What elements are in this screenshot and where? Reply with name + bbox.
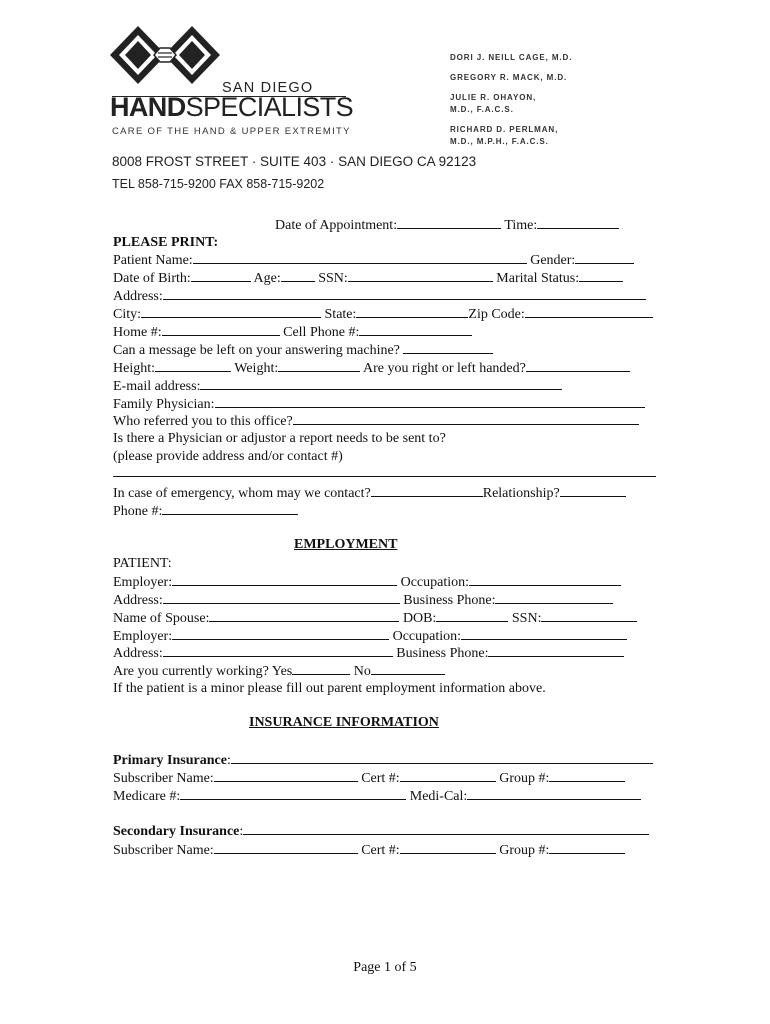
height-row: Height: Weight: Are you right or left handed? (113, 359, 630, 377)
primary-cert-field[interactable] (400, 769, 496, 782)
patient-employer-address-field[interactable] (163, 591, 400, 604)
email-field[interactable] (200, 377, 562, 390)
state-field[interactable] (356, 305, 468, 318)
patient-business-phone-field[interactable] (495, 591, 613, 604)
home-phone-field[interactable] (162, 323, 280, 336)
please-print: PLEASE PRINT: (113, 235, 219, 250)
working-yes-field[interactable] (292, 662, 350, 675)
doctor-3: JULIE R. OHAYON, (450, 93, 537, 102)
doctor-list (450, 52, 572, 148)
doctor-4: RICHARD D. PERLMAN, (450, 125, 559, 134)
primary-subscriber-field[interactable] (214, 769, 358, 782)
ssn-field[interactable] (348, 269, 493, 282)
minor-note: If the patient is a minor please fill out parent employment information above. (113, 681, 546, 696)
patient-employer-address-row: Address: Business Phone: (113, 591, 613, 609)
brand-name: HANDSPECIALISTS (110, 92, 354, 122)
patient-name-field[interactable] (193, 251, 527, 264)
marital-status-field[interactable] (579, 269, 623, 282)
gender-field[interactable] (575, 251, 634, 264)
doctor-2: GREGORY R. MACK, M.D. (450, 73, 568, 82)
medicare-row: Medicare #: Medi-Cal: (113, 787, 641, 805)
phone-row: Home #: Cell Phone #: (113, 323, 472, 341)
spouse-name-field[interactable] (209, 609, 399, 622)
dob-row: Date of Birth: Age: SSN: Marital Status: (113, 269, 623, 287)
medicare-field[interactable] (180, 787, 406, 800)
spouse-dob-field[interactable] (436, 609, 508, 622)
cell-phone-field[interactable] (359, 323, 472, 336)
working-row: Are you currently working? Yes No (113, 662, 445, 680)
spouse-employer-address-row: Address: Business Phone: (113, 644, 624, 662)
age-field[interactable] (281, 269, 315, 282)
spouse-employer-field[interactable] (172, 627, 389, 640)
patient-occupation-field[interactable] (469, 573, 621, 586)
secondary-insurance-field[interactable] (243, 822, 649, 835)
spouse-ssn-field[interactable] (541, 609, 637, 622)
referred-field[interactable] (293, 412, 639, 425)
message-row: Can a message be left on your answering machine? (113, 341, 493, 359)
medical-field[interactable] (467, 787, 641, 800)
employment-patient-label: PATIENT: (113, 556, 172, 571)
dob-field[interactable] (191, 269, 251, 282)
report-note: (please provide address and/or contact #) (113, 449, 343, 464)
doctor-4-credentials: M.D., M.P.H., F.A.C.S. (450, 137, 549, 146)
emergency-contact-field[interactable] (371, 484, 483, 497)
address-row: Address: (113, 287, 646, 305)
patient-employer-row: Employer: Occupation: (113, 573, 621, 591)
spouse-employer-row: Employer: Occupation: (113, 627, 627, 645)
primary-insurance-field[interactable] (231, 751, 653, 764)
spouse-row: Name of Spouse: DOB: SSN: (113, 609, 637, 627)
secondary-group-field[interactable] (549, 841, 625, 854)
emergency-phone-field[interactable] (162, 502, 298, 515)
referred-row: Who referred you to this office? (113, 412, 639, 430)
secondary-subscriber-field[interactable] (214, 841, 358, 854)
message-field[interactable] (403, 341, 493, 354)
employment-heading: EMPLOYMENT (294, 537, 398, 552)
patient-name-row: Patient Name: Gender: (113, 251, 634, 269)
working-no-field[interactable] (371, 662, 445, 675)
report-question: Is there a Physician or adjustor a report needs to be sent to? (113, 431, 446, 446)
email-row: E-mail address: (113, 377, 562, 395)
doctor-1: DORI J. NEILL CAGE, M.D. (450, 53, 573, 62)
report-row (113, 464, 656, 482)
page-number: Page 1 of 5 (353, 960, 417, 975)
office-address: 8008 FROST STREET · SUITE 403 · SAN DIEGO CA 92123 (112, 154, 477, 169)
patient-employer-field[interactable] (172, 573, 397, 586)
emergency-phone-row: Phone #: (113, 502, 298, 520)
hands-logo-icon (110, 26, 220, 84)
city-field[interactable] (141, 305, 321, 318)
family-physician-row: Family Physician: (113, 395, 645, 413)
height-field[interactable] (155, 359, 231, 372)
city-row: City: State: Zip Code: (113, 305, 653, 323)
secondary-cert-field[interactable] (400, 841, 496, 854)
secondary-subscriber-row: Subscriber Name: Cert #: Group #: (113, 841, 625, 859)
zip-field[interactable] (525, 305, 653, 318)
tagline: CARE OF THE HAND & UPPER EXTREMITY (112, 126, 351, 137)
spouse-occupation-field[interactable] (461, 627, 627, 640)
address-field[interactable] (163, 287, 646, 300)
time-field[interactable] (537, 216, 619, 229)
handed-field[interactable] (526, 359, 630, 372)
emergency-row: In case of emergency, whom may we contact? Relationship? (113, 484, 626, 502)
spouse-business-phone-field[interactable] (488, 644, 624, 657)
appointment-row: Date of Appointment: Time: (275, 216, 619, 234)
office-phones: TEL 858-715-9200 FAX 858-715-9202 (112, 177, 325, 191)
primary-group-field[interactable] (549, 769, 625, 782)
report-contact-field[interactable] (113, 464, 656, 477)
spouse-employer-address-field[interactable] (163, 644, 393, 657)
appointment-date-field[interactable] (397, 216, 501, 229)
doctor-3-credentials: M.D., F.A.C.S. (450, 105, 514, 114)
insurance-heading: INSURANCE INFORMATION (249, 715, 439, 730)
primary-subscriber-row: Subscriber Name: Cert #: Group #: (113, 769, 625, 787)
relationship-field[interactable] (560, 484, 626, 497)
family-physician-field[interactable] (215, 395, 645, 408)
weight-field[interactable] (278, 359, 360, 372)
secondary-insurance-row: Secondary Insurance: (113, 822, 649, 840)
city-label: SAN DIEGO (222, 80, 314, 96)
primary-insurance-row: Primary Insurance: (113, 751, 653, 769)
